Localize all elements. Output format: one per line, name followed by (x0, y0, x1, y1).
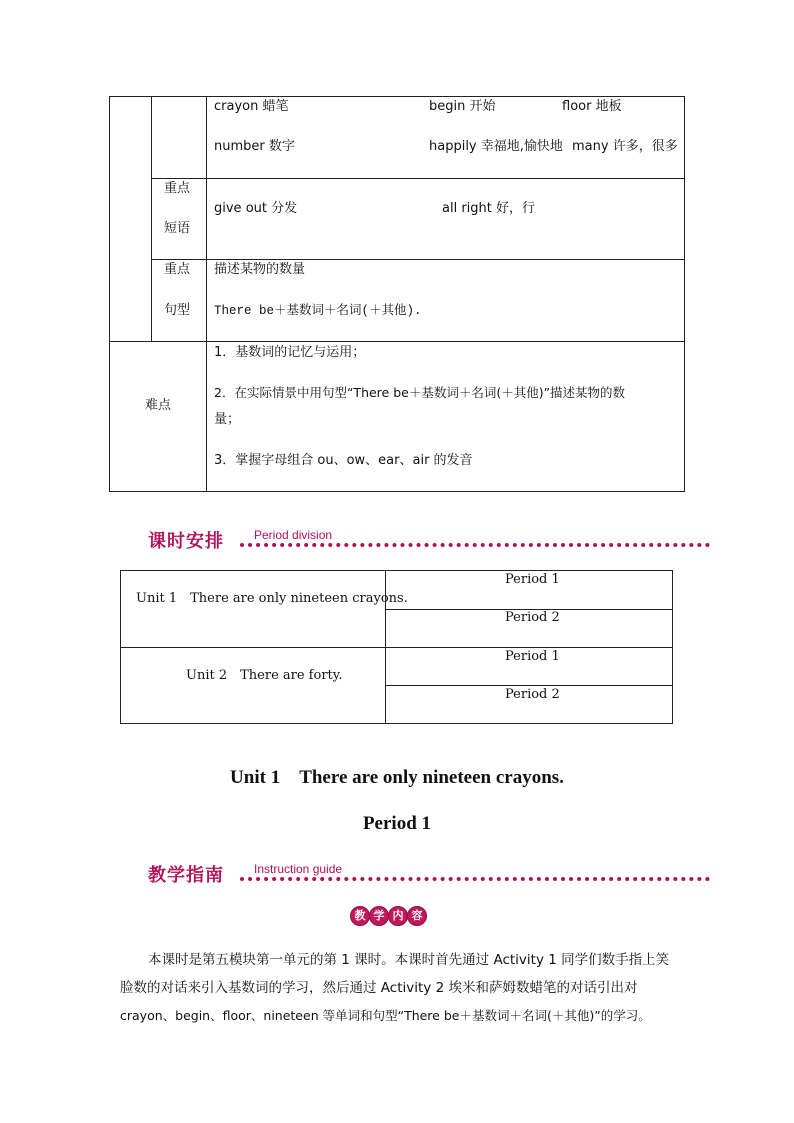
sentence-pattern: There be＋基数词＋名词(＋其他). (214, 304, 422, 318)
period-division-title: 课时安排 (148, 531, 224, 552)
difficulty-item-1: 1．基数词的记忆与运用； (214, 345, 366, 360)
instruction-paragraph (120, 946, 680, 1030)
vocab-happily: happily 幸福地,愉快地 (429, 139, 563, 154)
instruction-guide-subtitle: Instruction guide (254, 862, 343, 876)
paragraph-line-2: 脸数的对话来引入基数词的学习，然后通过 Activity 2 埃米和萨姆数蜡笔的对话引出对 (120, 980, 638, 996)
vocab-floor: floor 地板 (562, 99, 622, 114)
badge-char: 容 (407, 906, 427, 926)
phrases-label-2: 短语 (164, 221, 191, 236)
unit-1-cell: Unit 1 There are only nineteen crayons. (136, 591, 408, 606)
vocab-many: many 许多，很多 (572, 139, 678, 154)
phrases-label-1: 重点 (164, 181, 191, 196)
paragraph-line-1: 本课时是第五模块第一单元的第 1 课时。本课时首先通过 Activity 1 同学们数手指上笑 (148, 952, 670, 968)
vocab-crayon: crayon 蜡笔 (214, 99, 289, 114)
teaching-content-badge (350, 906, 426, 926)
vocab-begin: begin 开始 (429, 99, 496, 114)
unit-2-cell: Unit 2 There are forty. (186, 668, 343, 683)
unit-2-period-1: Period 1 (505, 649, 560, 664)
sentence-label-2: 句型 (164, 303, 191, 318)
difficulty-item-2: 2．在实际情景中用句型“There be＋基数词＋名词(＋其他)”描述某物的数 (214, 385, 626, 400)
instruction-guide-title: 教学指南 (148, 865, 224, 886)
difficulty-item-2-cont: 量； (214, 412, 241, 427)
sentence-desc: 描述某物的数量 (214, 262, 306, 277)
dotted-divider (240, 543, 710, 547)
dotted-divider (240, 877, 710, 881)
badge-char: 内 (388, 906, 408, 926)
phrase-give-out: give out 分发 (214, 201, 298, 216)
unit-heading: Unit 1 There are only nineteen crayons. (230, 767, 564, 788)
difficulty-label: 难点 (145, 398, 172, 413)
badge-char: 教 (350, 906, 370, 926)
sentence-label-1: 重点 (164, 262, 191, 277)
badge-char: 学 (369, 906, 389, 926)
difficulty-item-3: 3．掌握字母组合 ou、ow、ear、air 的发音 (214, 453, 473, 468)
period-division-subtitle: Period division (254, 528, 333, 542)
unit-1-period-1: Period 1 (505, 572, 560, 587)
unit-2-period-2: Period 2 (505, 687, 560, 702)
paragraph-line-3: crayon、begin、floor、nineteen 等单词和句型“There be＋基数词＋名词(＋其他)”的学习。 (120, 1008, 651, 1023)
vocab-number: number 数字 (214, 139, 295, 154)
phrase-all-right: all right 好，行 (442, 201, 535, 216)
unit-1-period-2: Period 2 (505, 610, 560, 625)
period-heading: Period 1 (362, 813, 432, 834)
